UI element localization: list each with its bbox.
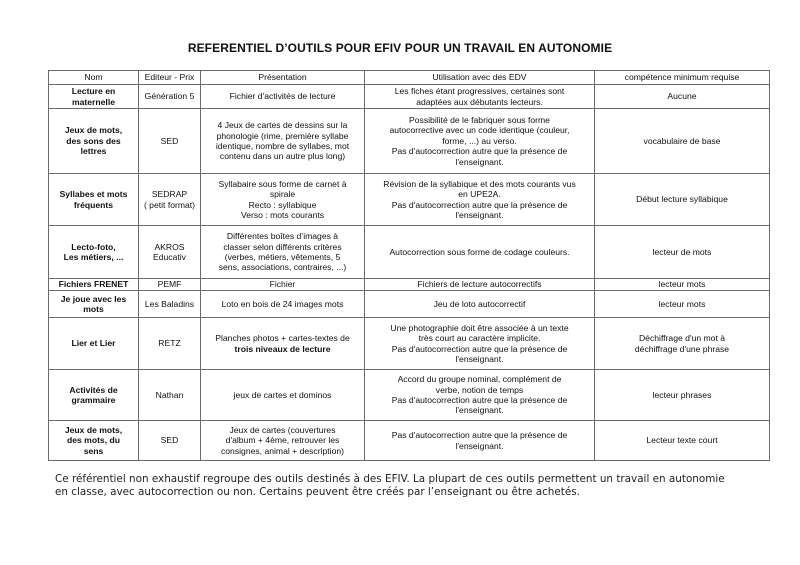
cell-presentation-line: Fichier d'activités de lecture bbox=[229, 91, 336, 102]
cell-competence bbox=[595, 318, 770, 370]
cell-utilisation-line: l'enseignant. bbox=[455, 209, 504, 220]
cell-presentation-line: contenu dans un autre plus long) bbox=[219, 151, 346, 162]
cell-nom-line: lettres bbox=[80, 146, 107, 157]
cell-editeur-line: Les Baladins bbox=[144, 298, 195, 309]
cell-nom-line: grammaire bbox=[71, 395, 116, 405]
cell-nom-line: Syllabes et mots bbox=[59, 189, 128, 200]
cell-presentation-line: Recto : syllabique bbox=[248, 199, 317, 210]
cell-presentation-line: consignes, animal + description) bbox=[220, 445, 344, 456]
cell-utilisation bbox=[365, 226, 595, 279]
cell-competence-line: Lecteur texte court bbox=[646, 435, 718, 446]
cell-utilisation-line: très court au caractère implicite. bbox=[418, 333, 541, 344]
cell-utilisation-line: Jeu de loto autocorrectif bbox=[433, 298, 526, 309]
cell-nom-line: Lecto-foto, bbox=[71, 241, 116, 252]
cell-presentation-line: (verbes, métiers, vêtements, 5 bbox=[224, 252, 341, 262]
table-row bbox=[49, 421, 770, 461]
cell-competence-line: Déchiffrage d'un mot à bbox=[638, 333, 726, 344]
cell-editeur-line: SEDRAP bbox=[151, 189, 188, 200]
cell-nom-line: des mots, du bbox=[66, 435, 120, 446]
cell-competence-line: déchiffrage d'une phrase bbox=[634, 343, 730, 354]
cell-competence bbox=[595, 85, 770, 109]
cell-editeur bbox=[139, 291, 201, 318]
cell-nom-line: fréquents bbox=[73, 199, 114, 210]
cell-presentation-line: sens, associations, contraires, ...) bbox=[218, 262, 347, 273]
cell-editeur-line: AKROS bbox=[154, 241, 185, 252]
cell-utilisation-line: l'enseignant. bbox=[455, 405, 504, 416]
cell-nom-line: Jeux de mots, bbox=[64, 424, 123, 435]
cell-editeur-line: PEMF bbox=[157, 279, 182, 290]
cell-utilisation-line: Accord du groupe nominal, complément de bbox=[397, 374, 562, 385]
cell-utilisation bbox=[365, 370, 595, 421]
cell-editeur-line: SED bbox=[160, 435, 179, 446]
cell-utilisation-line: Pas d'autocorrection autre que la présence de bbox=[391, 430, 568, 441]
cell-competence-line: lecteur mots bbox=[658, 279, 706, 290]
cell-presentation bbox=[201, 370, 365, 421]
cell-presentation-line: Syllabaire sous forme de carnet à bbox=[218, 178, 347, 189]
cell-utilisation bbox=[365, 421, 595, 461]
cell-editeur bbox=[139, 109, 201, 174]
cell-editeur bbox=[139, 85, 201, 109]
footnote-line: Ce référentiel non exhaustif regroupe des outils destinés à des EFIV. La plupart de ces outils permettent un travail en autonomie bbox=[55, 473, 725, 485]
table-row bbox=[49, 109, 770, 174]
cell-utilisation-line: l'enseignant. bbox=[455, 353, 504, 364]
header-nom: Nom bbox=[49, 71, 139, 85]
cell-nom bbox=[49, 85, 139, 109]
cell-utilisation-line: Révision de la syllabique et des mots courants vus bbox=[383, 178, 576, 189]
cell-competence-line: lecteur phrases bbox=[652, 389, 712, 400]
cell-presentation bbox=[201, 318, 365, 370]
cell-competence bbox=[595, 370, 770, 421]
cell-competence bbox=[595, 226, 770, 279]
cell-nom bbox=[49, 109, 139, 174]
header-utilisation: Utilisation avec des EDV bbox=[365, 71, 595, 85]
cell-editeur-line: ( petit format) bbox=[143, 199, 196, 210]
cell-editeur bbox=[139, 370, 201, 421]
table-row bbox=[49, 279, 770, 291]
footnote-line: en classe, avec autocorrection ou non. Certains peuvent être créés par l’enseignant ou être achetés. bbox=[55, 486, 580, 498]
cell-editeur-line: Educativ bbox=[153, 252, 186, 262]
cell-editeur bbox=[139, 279, 201, 291]
cell-nom-line: maternelle bbox=[72, 96, 115, 107]
cell-nom bbox=[49, 279, 139, 291]
cell-presentation-line: classer selon différents critères bbox=[223, 241, 342, 252]
cell-presentation-line: d'album + 4ème, retrouver les bbox=[225, 435, 340, 446]
cell-nom-line: sens bbox=[83, 445, 104, 456]
cell-utilisation bbox=[365, 279, 595, 291]
cell-presentation bbox=[201, 279, 365, 291]
cell-utilisation-line: l'enseignant. bbox=[455, 440, 504, 451]
cell-competence-line: lecteur de mots bbox=[652, 246, 712, 257]
cell-nom-line: Les métiers, ... bbox=[63, 252, 124, 262]
cell-nom-line: Lier et Lier bbox=[71, 338, 116, 349]
cell-nom bbox=[49, 174, 139, 226]
cell-nom bbox=[49, 318, 139, 370]
cell-utilisation-line: en UPE2A. bbox=[458, 189, 501, 200]
cell-presentation-line: Fichier bbox=[269, 279, 296, 290]
cell-nom-line: Fichiers FRENET bbox=[58, 279, 129, 290]
table-row bbox=[49, 291, 770, 318]
cell-competence-line: lecteur mots bbox=[658, 298, 706, 309]
cell-editeur bbox=[139, 421, 201, 461]
cell-utilisation-line: l'enseignant. bbox=[455, 156, 504, 167]
cell-utilisation-line: adaptées aux débutants lecteurs. bbox=[416, 96, 543, 107]
cell-presentation bbox=[201, 421, 365, 461]
table-header-row bbox=[49, 71, 770, 85]
cell-competence bbox=[595, 109, 770, 174]
cell-utilisation-line: verbe, notion de temps bbox=[435, 384, 524, 395]
cell-nom bbox=[49, 370, 139, 421]
cell-presentation bbox=[201, 226, 365, 279]
cell-nom-line: Jeux de mots, bbox=[64, 125, 123, 136]
cell-nom-line: Lecture en bbox=[71, 86, 116, 97]
cell-competence bbox=[595, 279, 770, 291]
table-row bbox=[49, 226, 770, 279]
footnote bbox=[55, 473, 775, 499]
cell-editeur-line: SED bbox=[160, 135, 179, 146]
cell-nom bbox=[49, 226, 139, 279]
header-presentation: Présentation bbox=[201, 71, 365, 85]
cell-presentation-line: Loto en bois de 24 images mots bbox=[221, 298, 344, 309]
cell-utilisation bbox=[365, 318, 595, 370]
cell-utilisation bbox=[365, 291, 595, 318]
cell-presentation bbox=[201, 291, 365, 318]
cell-competence bbox=[595, 174, 770, 226]
cell-presentation bbox=[201, 174, 365, 226]
cell-editeur bbox=[139, 318, 201, 370]
cell-utilisation-line: Pas d'autocorrection autre que la présence de bbox=[391, 199, 568, 210]
cell-nom-line: mots bbox=[83, 304, 104, 314]
cell-competence-line: Aucune bbox=[667, 91, 697, 102]
cell-nom-line: Activités de bbox=[69, 384, 118, 395]
table-row bbox=[49, 370, 770, 421]
cell-utilisation-line: Pas d'autocorrection autre que la présence de bbox=[391, 343, 568, 354]
cell-utilisation-line: forme, ...) au verso. bbox=[442, 135, 517, 146]
cell-presentation-line: phonologie (rime, première syllabe bbox=[216, 130, 349, 141]
cell-presentation-line: Verso : mots courants bbox=[240, 209, 325, 220]
cell-utilisation-line: Les fiches étant progressives, certaines sont bbox=[394, 86, 565, 97]
cell-editeur-line: Nathan bbox=[155, 389, 184, 400]
table-row bbox=[49, 85, 770, 109]
cell-presentation-line: spirale bbox=[269, 189, 296, 200]
cell-nom-line: des sons des bbox=[66, 135, 121, 146]
cell-utilisation-line: autocorrective avec un code identique (couleur, bbox=[389, 125, 570, 136]
cell-competence bbox=[595, 291, 770, 318]
cell-nom-line: Je joue avec les bbox=[60, 293, 127, 304]
tools-table bbox=[48, 70, 770, 461]
cell-utilisation bbox=[365, 174, 595, 226]
cell-presentation-bold-line: trois niveaux de lecture bbox=[234, 343, 331, 354]
table-row bbox=[49, 318, 770, 370]
cell-presentation-line: Planches photos + cartes-textes de bbox=[215, 333, 350, 344]
cell-presentation bbox=[201, 109, 365, 174]
cell-utilisation-line: Une photographie doit être associée à un texte bbox=[390, 322, 569, 333]
cell-editeur-line: Génération 5 bbox=[144, 91, 195, 102]
cell-presentation-line: 4 Jeux de cartes de dessins sur la bbox=[217, 120, 348, 131]
cell-utilisation-line: Possibilité de le fabriquer sous forme bbox=[409, 114, 550, 125]
header-competence: compétence minimum requise bbox=[595, 71, 770, 85]
cell-utilisation-line: Pas d'autocorrection autre que la présence de bbox=[391, 395, 568, 405]
cell-utilisation-line: Pas d'autocorrection autre que la présence de bbox=[391, 146, 568, 157]
cell-presentation-line: Jeux de cartes (couvertures bbox=[229, 424, 336, 435]
document-title: REFERENTIEL D’OUTILS POUR EFIV POUR UN TRAVAIL EN AUTONOMIE bbox=[187, 41, 613, 55]
cell-presentation-line: identique, nombre de syllabes, mot bbox=[215, 141, 350, 151]
header-editeur: Editeur - Prix bbox=[139, 71, 201, 85]
cell-editeur bbox=[139, 174, 201, 226]
cell-presentation bbox=[201, 85, 365, 109]
cell-utilisation bbox=[365, 85, 595, 109]
cell-presentation-line: jeux de cartes et dominos bbox=[233, 389, 332, 400]
cell-competence-line: vocabulaire de base bbox=[643, 135, 721, 146]
cell-utilisation-line: Fichiers de lecture autocorrectifs bbox=[417, 279, 542, 290]
cell-presentation-line: Différentes boîtes d’images à bbox=[226, 231, 339, 242]
cell-editeur bbox=[139, 226, 201, 279]
cell-competence bbox=[595, 421, 770, 461]
cell-nom bbox=[49, 291, 139, 318]
cell-competence-line: Début lecture syllabique bbox=[636, 194, 728, 205]
cell-utilisation bbox=[365, 109, 595, 174]
table-row bbox=[49, 174, 770, 226]
cell-editeur-line: RETZ bbox=[158, 338, 181, 349]
cell-nom bbox=[49, 421, 139, 461]
cell-utilisation-line: Autocorrection sous forme de codage couleurs. bbox=[389, 246, 570, 257]
